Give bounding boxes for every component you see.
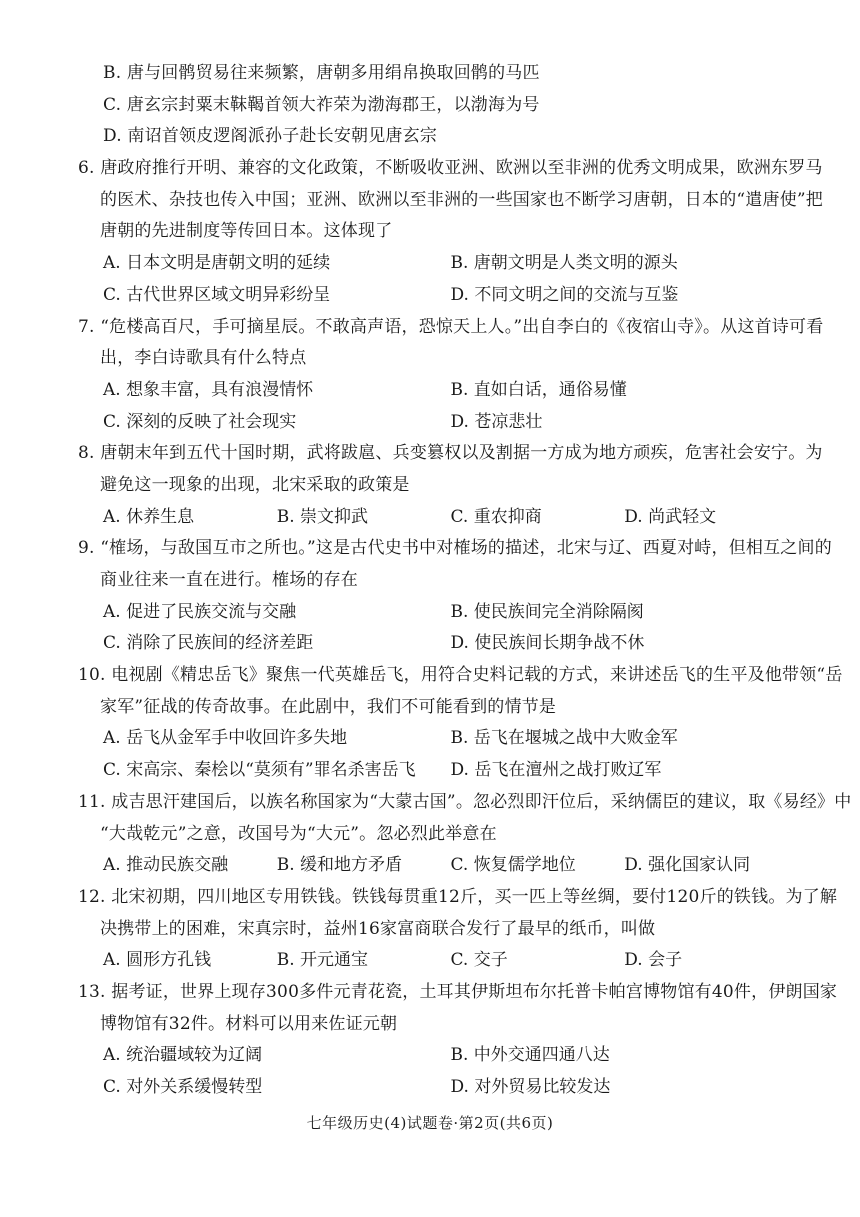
q12-option-b: B. 开元通宝 bbox=[276, 950, 369, 971]
q10-option-c: C. 宋高宗、秦桧以“莫须有”罪名杀害岳飞 bbox=[103, 760, 416, 781]
question-6 bbox=[78, 153, 823, 311]
q10-option-d: D. 岳飞在澶州之战打败辽军 bbox=[450, 760, 662, 781]
q13-stem-line: 博物馆有32件。材料可以用来佐证元朝 bbox=[100, 1013, 398, 1034]
q5-option-d: D. 南诏首领皮逻阁派孙子赴长安朝见唐玄宗 bbox=[103, 126, 438, 147]
q9-option-a: A. 促进了民族交流与交融 bbox=[103, 601, 297, 622]
q11-option-d: D. 强化国家认同 bbox=[624, 855, 751, 876]
exam-content bbox=[78, 58, 852, 1104]
q9-stem-line: 商业往来一直在进行。榷场的存在 bbox=[100, 570, 358, 590]
page-footer: 七年级历史(4)试题卷·第2页(共6页) bbox=[306, 1114, 554, 1132]
question-12 bbox=[78, 882, 838, 977]
q6-option-c: C. 古代世界区域文明异彩纷呈 bbox=[103, 284, 331, 305]
q8-stem-line: 避免这一现象的出现，北宋采取的政策是 bbox=[100, 474, 410, 495]
q6-stem-line: 6. 唐政府推行开明、兼容的文化政策，不断吸收亚洲、欧洲以至非洲的优秀文明成果，欧洲东罗马 bbox=[78, 158, 823, 179]
question-10 bbox=[78, 660, 843, 787]
q8-stem-line: 8. 唐朝末年到五代十国时期，武将跋扈、兵变篡权以及割据一方成为地方顽疾，危害社会安宁。为 bbox=[78, 443, 823, 464]
q12-option-d: D. 会子 bbox=[624, 950, 683, 971]
q7-option-d: D. 苍凉悲壮 bbox=[450, 411, 543, 432]
q13-stem-line: 13. 据考证，世界上现存300多件元青花瓷，土耳其伊斯坦布尔托普卡帕宫博物馆有40件，伊朗国家 bbox=[78, 981, 838, 1002]
q7-stem-line: 7. “危楼高百尺，手可摘星辰。不敢高声语，恐惊天上人。”出自李白的《夜宿山寺》。从这首诗可看 bbox=[78, 316, 824, 337]
q7-option-c: C. 深刻的反映了社会现实 bbox=[103, 411, 297, 432]
question-11 bbox=[78, 787, 852, 882]
q9-stem-line: 9. “榷场，与敌国互市之所也。”这是古代史书中对榷场的描述，北宋与辽、西夏对峙，但相互之间的 bbox=[78, 538, 832, 559]
q13-option-a: A. 统治疆域较为辽阔 bbox=[103, 1045, 263, 1066]
q13-option-d: D. 对外贸易比较发达 bbox=[450, 1077, 611, 1097]
question-7 bbox=[78, 312, 824, 439]
q9-option-b: B. 使民族间完全消除隔阂 bbox=[450, 601, 644, 622]
q7-option-b: B. 直如白话，通俗易懂 bbox=[450, 379, 627, 400]
q13-option-c: C. 对外关系缓慢转型 bbox=[103, 1077, 263, 1097]
q6-stem-line: 唐朝的先进制度等传回日本。这体现了 bbox=[100, 221, 393, 242]
q5-options bbox=[78, 58, 798, 153]
q6-option-a: A. 日本文明是唐朝文明的延续 bbox=[103, 253, 331, 274]
q12-stem-line: 决携带上的困难，宋真宗时，益州16家富商联合发行了最早的纸币，叫做 bbox=[100, 918, 656, 939]
question-8 bbox=[78, 438, 823, 533]
q11-option-a: A. 推动民族交融 bbox=[103, 855, 229, 876]
q11-option-c: C. 恢复儒学地位 bbox=[450, 855, 576, 876]
q12-stem-line: 12. 北宋初期，四川地区专用铁钱。铁钱每贯重12斤，买一匹上等丝绸，要付120斤的铁钱。为了解 bbox=[78, 886, 838, 907]
q6-option-d: D. 不同文明之间的交流与互鉴 bbox=[450, 284, 679, 305]
q7-option-a: A. 想象丰富，具有浪漫情怀 bbox=[103, 379, 314, 400]
q10-option-a: A. 岳飞从金军手中收回许多失地 bbox=[103, 728, 348, 749]
q12-option-a: A. 圆形方孔钱 bbox=[103, 950, 212, 971]
q11-stem-line: “大哉乾元”之意，改国号为“大元”。忽必烈此举意在 bbox=[100, 823, 497, 844]
q8-option-b: B. 崇文抑武 bbox=[276, 506, 369, 527]
q6-option-b: B. 唐朝文明是人类文明的源头 bbox=[450, 253, 678, 274]
q12-option-c: C. 交子 bbox=[450, 950, 508, 971]
q11-stem-line: 11. 成吉思汗建国后，以族名称国家为“大蒙古国”。忽必烈即汗位后，采纳儒臣的建议，取《易经》中 bbox=[78, 791, 852, 812]
q9-option-c: C. 消除了民族间的经济差距 bbox=[103, 633, 314, 654]
q13-option-b: B. 中外交通四通八达 bbox=[450, 1045, 610, 1066]
q5-option-c: C. 唐玄宗封粟末靺鞨首领大祚荣为渤海郡王，以渤海为号 bbox=[103, 94, 540, 115]
q10-stem-line: 家军”征战的传奇故事。在此剧中，我们不可能看到的情节是 bbox=[100, 696, 557, 717]
q7-stem-line: 出，李白诗歌具有什么特点 bbox=[100, 348, 307, 369]
q8-option-d: D. 尚武轻文 bbox=[624, 506, 717, 527]
q10-stem-line: 10. 电视剧《精忠岳飞》聚焦一代英雄岳飞，用符合史料记载的方式，来讲述岳飞的生平及他带领“岳 bbox=[78, 665, 843, 686]
q11-option-b: B. 缓和地方矛盾 bbox=[276, 855, 403, 876]
q9-option-d: D. 使民族间长期争战不休 bbox=[450, 633, 645, 654]
question-9 bbox=[78, 533, 832, 660]
q6-stem-line: 的医术、杂技也传入中国；亚洲、欧洲以至非洲的一些国家也不断学习唐朝，日本的“遣唐使”把 bbox=[100, 189, 823, 210]
q8-option-a: A. 休养生息 bbox=[103, 506, 195, 527]
question-13 bbox=[78, 977, 838, 1104]
q8-option-c: C. 重农抑商 bbox=[450, 506, 542, 527]
q10-option-b: B. 岳飞在堰城之战中大败金军 bbox=[450, 728, 678, 749]
q5-option-b: B. 唐与回鹘贸易往来频繁，唐朝多用绢帛换取回鹘的马匹 bbox=[103, 63, 540, 83]
